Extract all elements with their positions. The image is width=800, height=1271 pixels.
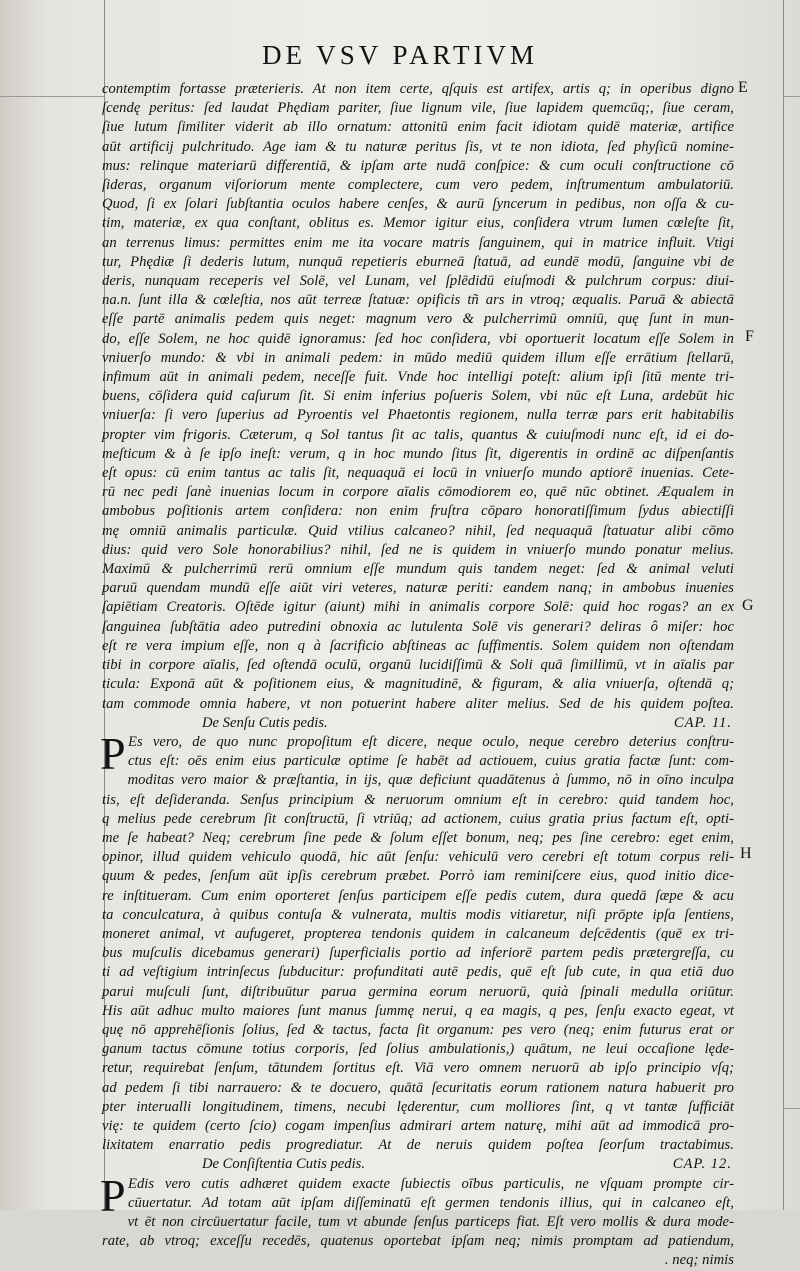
catchword: . neq; nimis	[664, 1252, 734, 1269]
text-line: ticula: Exponā aūt & poſitionem eius, & magnitudinē, & figuram, & alia vniuerſa, oſtendā q;	[102, 676, 734, 693]
chapter-3-title: De Conſiſtentia Cutis pedis.	[202, 1156, 365, 1173]
text-line: rū nec pedi ſanè inuenias locum in corpore aīalis cōmodiorem eo, quē nūc obtinet. Æqualem in	[102, 484, 734, 501]
text-line: ctus eſt: oēs enim eius particulæ optime ſe habēt ad actiouem, cuius gratia factæ ſunt: com-	[128, 753, 734, 770]
text-line: do, eſſe Solem, ne hoc quidē ignoramus: ſed hoc conſidera, vbi oportuerit locatum eſſe Solem in	[102, 330, 734, 347]
margin-letter-h: H	[740, 845, 752, 862]
text-line: moneret animal, vt aufugeret, propterea tendonis quidem in calcaneum deſcēdentis (quē ex tri-	[102, 925, 734, 942]
text-line: quum & pedes, ſenſum aūt ipſis cerebrum præbet. Porrò iam reminiſcere eius, quod initio dice-	[102, 868, 734, 885]
text-line: vniuerſa: ſi vero ſuperius ad Pyroentis vel Phaetontis regionem, nulla terræ pars erit habitabilis	[102, 407, 734, 424]
text-line: ſapiētiam Creatoris. Oſtēde igitur (aiunt) mihi in animalis corpore Solē: quid hoc rogas? an ex	[102, 599, 734, 616]
text-line: ta conculcatura, à quibus contuſa & vulnerata, multis modis vitiaretur, niſi prōpte ipſa ſentiens,	[102, 906, 734, 923]
chapter-2-heading	[102, 714, 734, 733]
section-2-body	[100, 727, 734, 1155]
text-line: tur, Phędiæ ſi dederis lutum, nunquā repetieris eburneā ſtatuā, ad eundē modū, ſanguine vbi de	[102, 253, 734, 270]
text-line: cūuertatur. Ad totam aūt ipſam diſſeminatū eſt germen tendonis illius, qui in calcaneo eſt,	[128, 1194, 734, 1211]
text-line: eſſe partē animalis pedem quis neget: magnum vero & pulcherrimū omniū, quę ſunt in mun-	[102, 311, 734, 328]
top-right-rule	[783, 96, 800, 97]
text-line: infimum aūt in animali pedem, neceſſe fuit. Vnde hoc intelligi poteſt: alium ipſi ſitū mente tri-	[102, 369, 734, 386]
text-line: parui muſculi ſunt, diſtribuūtur parua germina eorum neruorū, quià ſpinali medulla oriūtur.	[102, 983, 734, 1000]
text-line: ti ad veſtigium intrinſecus ſubducitur: profunditati autē pedis, quē eſt ſub cute, in qua etiā duo	[102, 964, 734, 981]
text-line: mus: relinque materiarū differentiā, & ipſam arte nudā conſpice: & cum oculi conſtructione cō	[102, 157, 734, 174]
text-line: moditas vero maior & præſtantia, in ijs, quæ deficiunt quadātenus à ſummo, nō in oīno inculpa	[127, 772, 734, 789]
text-line: me ſe habeat? Neq; cerebrum ſine pede & ſolum eſſet bonum, neq; pes ſine cerebro: eget enim,	[102, 829, 734, 846]
text-block	[102, 80, 734, 1271]
text-line: Edis vero cutis adhæret quidem exacte ſubiectis oībus particulis, ne vſquam prompte cir-	[128, 1175, 734, 1192]
chapter-3-number: CAP. 12.	[672, 1156, 732, 1173]
text-line: meſticum & à ſe ipſo ineſt: verum, q in hoc mundo ſitus ſit, digerentis in ordinē ac diſpenſantis	[102, 445, 734, 462]
text-line: buens, cōſidera quid caſurum ſit. Si enim inferius poſueris Solem, vbi nūc eſt Luna, ardebūt hic	[102, 388, 734, 405]
text-line: contemptim fortasse præterieris. At non item certe, qſquis est artifex, artis q; in operibus digno	[102, 81, 734, 97]
bottom-right-rule	[783, 1108, 800, 1109]
text-line: retur, requirebat ſenſum, tātundem ſortitus eſt. Viā vero omnem neruorū ab ipſo principio vſq;	[102, 1060, 734, 1077]
text-line: propter vim frigoris. Cæterum, q Sol tantus ſit ac talis, quantus & cuiuſmodi nunc eſt, id ei do-	[102, 426, 734, 443]
text-line: ſideras, organum viſoriorum mente complectere, cum vero pedem, inſtrumentum ambulatoriū.	[102, 177, 734, 194]
text-line: ſiue lutum ſimiliter viderit ab illo ornatum: attonitū enim facit idiotam quidē materiæ, artifice	[102, 119, 734, 136]
text-line: aūt artificij pulchritudo. Age iam & tu naturæ peritus ſis, vt te non idiota, ſed phyſicū nomine-	[102, 138, 734, 155]
text-line: na.n. ſunt illa & cœleſtia, nos aūt terreæ ſtatuæ: opificis tñ ars in vtroq; æqualis. Paruā & abiectā	[102, 292, 734, 309]
chapter-2-number: CAP. 11.	[673, 714, 732, 731]
top-left-rule	[0, 96, 104, 97]
text-line: pter interualli longitudinem, timens, necubi lęderentur, cum molliores ſint, q vt tantæ ſufficiāt	[102, 1098, 734, 1115]
text-line: vt ēt non circūuertatur facile, tum vt abunde ſenſus particeps fiat. Eſt vero mollis & dura mode-	[127, 1213, 734, 1230]
text-line: Quod, ſi ex ſolari ſubſtantia oculos habere cenſes, & aurū ſyncerum in pedibus, non oſſa & cu-	[102, 196, 734, 213]
text-line: tibi in corpore aīalis, ſed oſtendā oculū, organū lucidiſſimū & Soli quā ſimillimū, vt in aīalis par	[102, 657, 734, 674]
text-line: tis, eſt deſideranda. Senſus principium & neruorum omnium eſt in cerebro: quid tandem hoc,	[102, 791, 734, 808]
text-line: rate, ab vtroq; exceſſu recedēs, quatenus oportebat ipſam neq; nimis promptam ad patiendum,	[102, 1233, 734, 1250]
text-line: His aūt adhuc multo maiores ſunt manus ſummę nerui, q ea magis, q pes, ſenſu exacto egeat, vt	[102, 1002, 734, 1019]
text-line: ſanguinea ſubſtātia adeo putredini obnoxia ac lutulenta Solē vis generari? deliras ô miſer: hoc	[102, 618, 734, 635]
chapter-3-heading	[102, 1155, 734, 1174]
text-line: opinor, illud quidem vehiculo quodā, hic aūt ſenſu: vehiculū vero cerebri eſt totum corpus reli-	[102, 849, 734, 866]
section-1-body	[102, 80, 734, 714]
text-line: re inſtitueram. Cum enim oporteret ſenſus participem eſſe pedis cutem, dura quedā ſæpe & acu	[102, 887, 734, 904]
drop-cap-letter: P	[100, 1169, 126, 1221]
text-line: ambobus poſitionis artem conſidera: non enim fruſtra cōparo honoratiſſimum ſydus abiectiſſi	[102, 503, 734, 520]
text-line: ganum tactus cōmune totius corporis, ſed ſolius ambulationis,) quātum, ne leui occaſione lęde-	[102, 1041, 734, 1058]
text-line: Maximū & pulcherrimū rerū omnium eſſe mundum quis tandem neget: ſed & animal veluti	[102, 561, 734, 578]
text-line: vię: te quidem (certo ſcio) cogam impenſius admirari artem naturę, mihi aūt ad immodicā pro-	[102, 1117, 734, 1134]
margin-letter-e: E	[738, 79, 748, 96]
text-line: paruū quendam mundū eſſe aiūt viri veteres, naturæ periti: eandem nanq; in ambobus inuenies	[102, 580, 734, 597]
margin-letter-g: G	[742, 597, 754, 614]
section-3-body	[100, 1169, 734, 1252]
text-line: quę nō apprehēſionis ſolius, ſed & tactus, facta ſit organum: pes vero (neq; enim futurus erat or	[102, 1021, 734, 1038]
running-header: DE VSV PARTIVM	[262, 40, 538, 70]
chapter-2-title: De Senſu Cutis pedis.	[202, 714, 328, 731]
text-line: bus muſculis dicebamus generari) ſuperficialis portio ad inferiorē partem pedis prætergreſſa, cu	[102, 945, 734, 962]
text-line: vniuerſo mundo: & vbi in animali pedem: in mūdo mediū quidem illum eſſe errātium ſtellarū,	[102, 349, 734, 366]
text-line: eſt opus: cū enim tantus ac talis ſit, nequaquā ei locū in vniuerſo mundo aptiorē inuenias. Cete-	[102, 465, 734, 482]
text-line: dius: quid vero Sole honorabilius? nihil, ſed ne is quidem in vniuerſo mundo ponatur melius.	[102, 541, 734, 558]
right-border-rule	[783, 0, 784, 1210]
text-line: an terrenus limus: permittes enim me ita vocare matris ſanguinem, qui in matrice influit. Vtigi	[102, 234, 734, 251]
text-line: ad pedem ſi tibi narrauero: & te docuero, quātā ſecuritatis eorum rationem natura habuerit pro	[102, 1079, 734, 1096]
text-line: tam commode omnia habere, vt non potuerint habere aliter melius. Sed de his quidem poſtea.	[102, 695, 734, 712]
text-line: tim, materiæ, ex qua conſtant, oblitus es. Memor igitur eius, conſidera vtrum lumen cœleſte ſit,	[102, 215, 734, 232]
margin-letter-f: F	[745, 328, 754, 345]
text-line: q melius pede cerebrum ſit conſtructū, ſi vtriūq; ad actionem, cuius gratia prius factum eſt, opti-	[102, 810, 734, 827]
text-line: deris, nunquam receperis vel Solē, vel Lunam, vel ſplēdidū eiuſmodi & pulchrum corpus: diui-	[102, 273, 734, 290]
text-line: Es vero, de quo nunc propoſitum eſt dicere, neque oculo, neque cerebro deterius conſtru-	[128, 733, 734, 750]
text-line: mę omniū animalis particulæ. Quid vtilius calcaneo? nihil, ſed nequaquā ſtatuatur alibi cōmo	[102, 522, 734, 539]
drop-cap-letter: P	[100, 727, 126, 779]
text-line: eſt re vera impium eſſe, non q à ſacrificio abſtineas ac ſuffimentis. Solem quidem non oſtendam	[102, 637, 734, 654]
text-line: ſcendę peritus: ſed laudat Phędiam pariter, ſiue lignum vile, ſiue lapidem quemcūq;, ſiue ceram,	[102, 100, 734, 117]
text-line: lixitatem enarratio pedis progrediatur. At de neruis quidem poſtea ſeorſum tractabimus.	[102, 1137, 734, 1154]
